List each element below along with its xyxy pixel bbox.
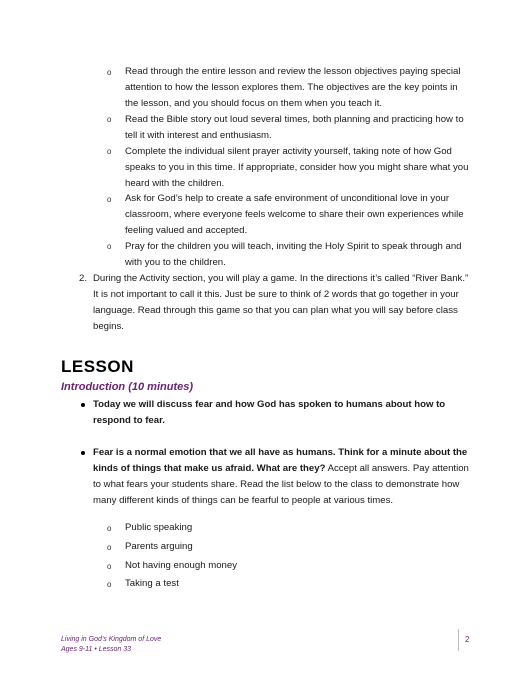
list-bullet-marker: o	[107, 543, 112, 552]
list-bullet-marker: o	[107, 195, 112, 204]
footer-divider	[458, 629, 459, 651]
list-bullet-marker: o	[107, 242, 112, 251]
list-bullet-marker: o	[107, 115, 112, 124]
prep-bullet-text: feeling valued and accepted.	[125, 225, 248, 236]
list-bullet-marker: o	[107, 147, 112, 156]
intro-bullet-text	[93, 463, 469, 475]
subsection-heading-introduction: Introduction (10 minutes)	[61, 381, 193, 393]
fear-list-item: Parents arguing	[125, 541, 193, 552]
intro-bullet-text: many different kinds of things can be fearful to people at various times.	[93, 495, 394, 506]
intro-bullet-bold-text: kinds of things that make us afraid. What are they?	[93, 463, 326, 474]
prep-bullet-text: tell it with interest and enthusiasm.	[125, 130, 272, 141]
fear-list-item: Public speaking	[125, 522, 193, 533]
prep-bullet-text: Read through the entire lesson and review the lesson objectives paying special	[125, 66, 461, 77]
bullet-dot-icon	[81, 403, 85, 407]
list-number: 2.	[79, 273, 88, 284]
footer-series-title: Living in God’s Kingdom of Love	[61, 636, 162, 643]
fear-list-item: Not having enough money	[125, 560, 238, 571]
prep-bullet-text: Pray for the children you will teach, inviting the Holy Spirit to speak through and	[125, 241, 462, 252]
prep-bullet-text: attention to how the lesson explores them. The objectives are the key points in	[125, 82, 458, 93]
intro-bullet-text: Today we will discuss fear and how God has spoken to humans about how to	[93, 399, 446, 410]
numbered-item-text: During the Activity section, you will play a game. In the directions it’s called “River Bank.”	[93, 273, 469, 284]
intro-bullet-text: Fear is a normal emotion that we all have as humans. Think for a minute about the	[93, 447, 468, 458]
numbered-item-text: It is not important to call it this. Just be sure to think of 2 words that go together in your	[93, 289, 459, 300]
prep-bullet-text: the lesson, and you should focus on them when you teach it.	[125, 98, 383, 109]
list-bullet-marker: o	[107, 562, 112, 571]
prep-bullet-text: Read the Bible story out loud several times, both planning and practicing how to	[125, 114, 464, 125]
bullet-dot-icon	[81, 451, 85, 455]
list-bullet-marker: o	[107, 68, 112, 77]
prep-bullet-text: with you to the children.	[125, 257, 226, 268]
intro-bullet-text: respond to fear.	[93, 415, 165, 426]
fear-list-item: Taking a test	[125, 578, 179, 589]
list-bullet-marker: o	[107, 524, 112, 533]
prep-bullet-text: speaks to you in this time. If appropriate, consider how you might share what you	[125, 162, 469, 173]
prep-bullet-text: Ask for God’s help to create a safe environment of unconditional love in your	[125, 193, 450, 204]
prep-bullet-text: classroom, where everyone feels welcome to share their own experiences while	[125, 209, 464, 220]
numbered-item-text: begins.	[93, 321, 124, 332]
footer-lesson-info: Ages 9-11 • Lesson 33	[61, 646, 132, 653]
page-number: 2	[465, 635, 470, 644]
list-bullet-marker: o	[107, 580, 112, 589]
intro-bullet-regular-text: Accept all answers. Pay attention	[325, 463, 469, 474]
intro-bullet-text: to what fears your students share. Read the list below to the class to demonstrate how	[93, 479, 460, 490]
numbered-item-text: language. Read through this game so that you can plan what you will say before class	[93, 305, 458, 316]
prep-bullet-text: Complete the individual silent prayer activity yourself, taking note of how God	[125, 146, 452, 157]
prep-bullet-text: heard with the children.	[125, 178, 225, 189]
section-heading-lesson: LESSON	[61, 357, 134, 376]
